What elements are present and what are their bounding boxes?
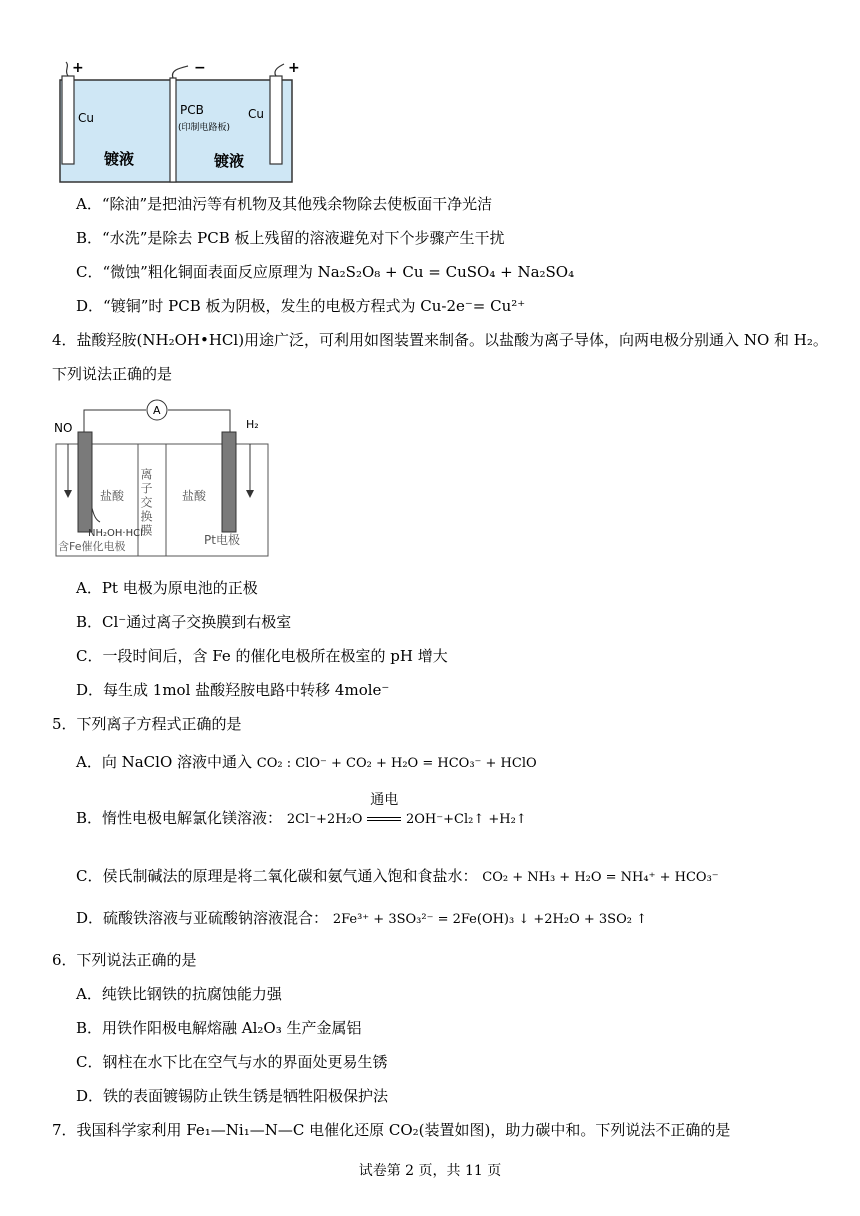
q5-option-b [76,792,527,830]
negative-terminal: − [194,60,206,76]
q6-stem: 6．下列说法正确的是 [52,951,197,969]
plating-cell-diagram [48,58,308,186]
pt-electrode [222,432,236,532]
q6-option-d: D．铁的表面镀锡防止铁生锈是牺牲阳极保护法 [76,1087,389,1105]
q5-option-a-text: A．向 NaClO 溶液中通入 [76,753,253,771]
electrolysis-condition: 通电 [370,792,399,808]
hcl-left-label: 盐酸 [100,489,125,503]
electrolysis-arrow [367,792,401,828]
q3-option-c-equation: Na₂S₂O₈ + Cu = CuSO₄ + Na₂SO₄ [317,263,575,281]
h2-label: H₂ [246,418,259,431]
q5-option-d-text: D．硫酸铁溶液与亚硫酸钠溶液混合： [76,909,329,927]
q3-option-d [76,296,525,316]
cu-label-left: Cu [78,111,94,125]
q5-option-c [76,866,719,888]
q5-option-b-text: B．惰性电极电解氯化镁溶液： [76,809,283,827]
q6-option-b: B．用铁作阳极电解熔融 Al₂O₃ 生产金属铝 [76,1019,362,1037]
q4-stem-line1: 4．盐酸羟胺(NH₂OH•HCl)用途广泛，可利用如图装置来制备。以盐酸为离子导体，向两电极分别通入 NO 和 H₂。 [52,331,828,349]
q3-option-d-text: D．“镀铜”时 PCB 板为阴极，发生的电极方程式为 [76,297,421,315]
q3-option-a: A．“除油”是把油污等有机物及其他残余物除去使板面干净光洁 [76,195,493,213]
pcb-electrode [170,78,176,182]
q5-option-d [76,908,647,930]
pcb-note: (印制电路板) [178,123,231,133]
right-cu-electrode [270,76,282,164]
q5-option-c-equation: CO₂ + NH₃ + H₂O = NH₄⁺ + HCO₃⁻ [482,870,719,885]
positive-terminal-left: + [72,60,84,76]
q5-stem: 5．下列离子方程式正确的是 [52,715,242,733]
pcb-label: PCB [180,103,204,117]
page-footer: 试卷第 2 页，共 11 页 [358,1163,502,1179]
positive-terminal-right: + [288,60,300,76]
left-cu-electrode [62,76,74,164]
bath-label-left: 镀液 [104,150,135,168]
q4-stem-line2: 下列说法正确的是 [52,365,173,383]
q3-option-b: B．“水洗”是除去 PCB 板上残留的溶液避免对下个步骤产生干扰 [76,229,505,247]
q7-stem: 7．我国科学家利用 Fe₁—Ni₁—N—C 电催化还原 CO₂(装置如图)，助力碳中和。下列说法不正确的是 [52,1121,731,1139]
q3-option-c [76,262,574,282]
hcl-right-label: 盐酸 [182,489,207,503]
q4-option-d: D．每生成 1mol 盐酸羟胺电路中转移 4mole⁻ [76,681,390,699]
ammeter-label: A [153,404,161,417]
q5-option-b-lhs: 2Cl⁻+2H₂O [286,812,363,827]
membrane-label: 离子交换膜 [139,468,153,536]
pt-electrode-label: Pt电极 [204,533,240,547]
q5-option-b-rhs: 2OH⁻+Cl₂↑ +H₂↑ [405,812,527,827]
q4-option-c: C．一段时间后，含 Fe 的催化电极所在极室的 pH 增大 [76,647,448,665]
bath-label-right: 镀液 [214,152,245,170]
fe-catalytic-electrode [78,432,92,532]
q3-option-d-equation: Cu-2e⁻= Cu²⁺ [420,297,526,315]
q4-option-a: A．Pt 电极为原电池的正极 [76,579,258,597]
q6-option-c: C．钢柱在水下比在空气与水的界面处更易生锈 [76,1053,388,1071]
q5-option-d-equation: 2Fe³⁺ + 3SO₃²⁻ = 2Fe(OH)₃ ↓ +2H₂O + 3SO₂ ↑ [332,912,647,927]
q3-option-c-text: C．“微蚀”粗化铜面表面反应原理为 [76,263,318,281]
q5-option-c-text: C．侯氏制碱法的原理是将二氧化碳和氨气通入饱和食盐水： [76,867,478,885]
q6-option-a: A．纯铁比钢铁的抗腐蚀能力强 [76,985,282,1003]
product-label: NH₂OH·HCl [88,528,143,539]
hydroxylamine-cell-diagram [50,398,272,558]
fe-electrode-label: 含Fe催化电极 [58,540,126,553]
cu-label-right: Cu [248,107,264,121]
q5-option-a [76,752,537,774]
no-label: NO [54,421,73,435]
q5-option-a-equation: CO₂ : ClO⁻ + CO₂ + H₂O = HCO₃⁻ + HClO [256,756,537,771]
q4-option-b: B．Cl⁻通过离子交换膜到右极室 [76,613,292,631]
